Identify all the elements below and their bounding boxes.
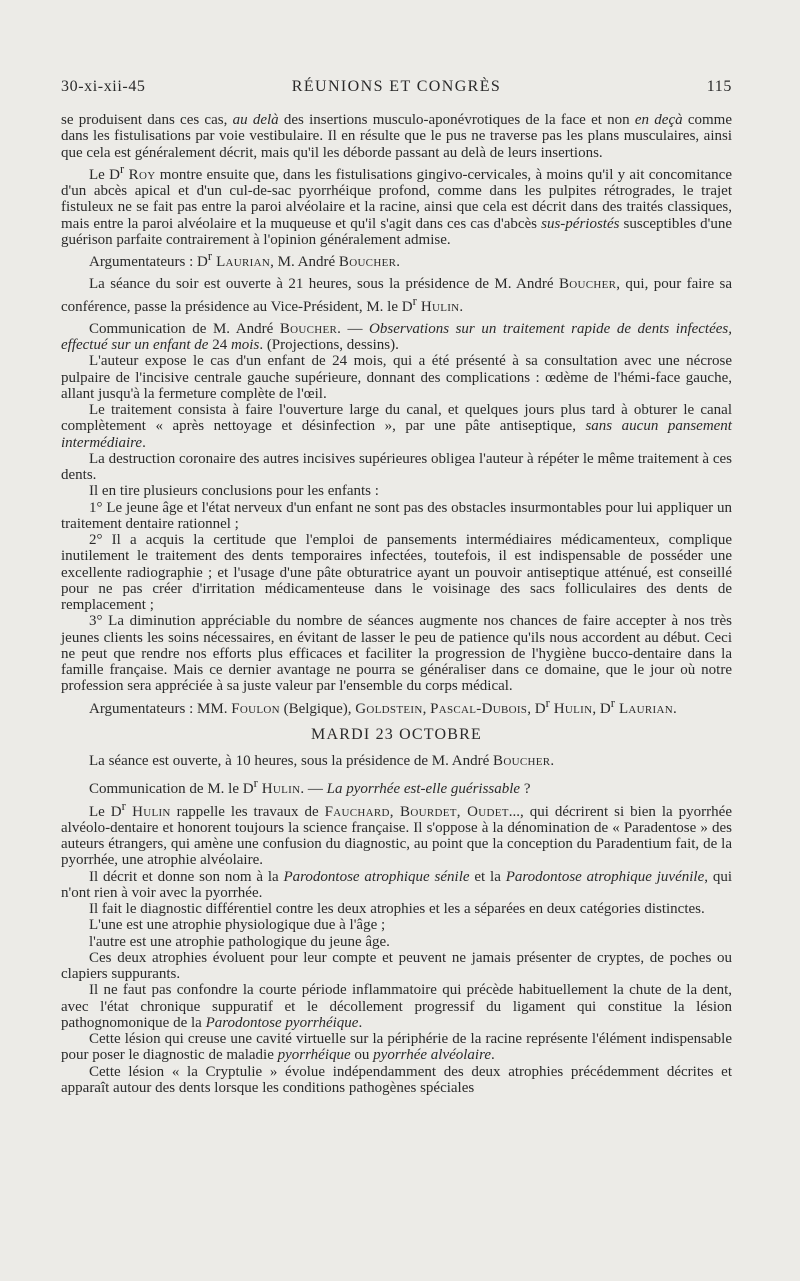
header-section-title: RÉUNIONS ET CONGRÈS <box>291 78 502 95</box>
paragraph: Communication de M. André Boucher. — Observations sur un traitement rapide de dents infectées, effectué sur un enfant de 24 mois. (Projections, dessins). <box>61 320 732 353</box>
paragraph: Cette lésion « la Cryptulie » évolue indépendamment des deux atrophies précédemment décrites et apparaît autour des dents lorsque les conditions pathogènes spéciales <box>61 1063 732 1096</box>
paragraph: Il fait le diagnostic différentiel contre les deux atrophies et les a séparées en deux catégories distinctes. <box>89 901 705 917</box>
paragraph: Argumentateurs : $D^r$ Laurian, M. André Boucher. <box>89 249 400 270</box>
paragraph: L'une est une atrophie physiologique due à l'âge ; <box>89 917 386 934</box>
running-head <box>61 78 732 100</box>
paragraph: 2° Il a acquis la certitude que l'emploi de pansements intermédiaires médicamenteux, complique inutilement le traitement des dents temporaires infectées, toutefois, il est indispensable de posséder une excellente radiographie ; et l'usage d'une pâte obturatrice ayant un pouvoir antiseptique atténué, est conseillé pour ne pas créer d'irritation médicamenteuse dans le voisinage des sacs folliculaires des dents de remplacement ; <box>61 532 732 613</box>
paragraph: Le traitement consista à faire l'ouverture large du canal, et quelques jours plus tard à obturer le canal complètement « après nettoyage et désinfection », par une pâte antiseptique, sans aucun pansement intermédiaire. <box>61 402 732 451</box>
paragraph: Argumentateurs : MM. Foulon (Belgique), Goldstein, Pascal-Dubois, $D^r$ Hulin, $D^r$ Laurian. <box>89 695 677 717</box>
paragraph: l'autre est une atrophie pathologique du jeune âge. <box>89 933 390 950</box>
section-heading: MARDI 23 OCTOBRE <box>311 725 482 743</box>
page-number: 115 <box>706 78 732 95</box>
paragraph: Ces deux atrophies évoluent pour leur compte et peuvent ne jamais présenter de cryptes, de poches ou clapiers suppurants. <box>61 949 732 982</box>
paragraph: Il en tire plusieurs conclusions pour les enfants : <box>89 483 379 500</box>
paragraph: La destruction coronaire des autres incisives supérieures obligea l'auteur à répéter le même traitement à ces dents. <box>61 450 732 483</box>
paragraph: Cette lésion qui creuse une cavité virtuelle sur la périphérie de la racine représente l'élément indispensable pour poser le diagnostic de maladie pyorrhéique ou pyorrhée alvéolaire. <box>61 1031 732 1064</box>
paragraph: se produisent dans ces cas, au delà des insertions musculo-aponévrotiques de la face et non en deçà comme dans les fistulisations par voie vestibulaire. Il en résulte que le pus ne traverse pas les plans musculaires, ainsi que cela est généralement décrit, mais qu'il les déborde passant au delà de leurs insertions. <box>61 112 732 161</box>
paragraph: Communication de M. le $D^r$ Hulin. — La pyorrhée est-elle guérissable ? <box>89 776 531 798</box>
paragraph: L'auteur expose le cas d'un enfant de 24 mois, qui a été présenté à sa consultation avec une nécrose pulpaire de l'incisive centrale gauche supérieure, donnant des complications : œdème de l'hémi-face gauche, allant jusqu'à la fermeture complète de l'œil. <box>61 353 732 402</box>
paragraph: Il ne faut pas confondre la courte période inflammatoire qui précède habituellement la chute de la dent, avec l'état chronique suppuratif et le décollement progressif du ligament qui constitue la lésion pathognomonique de la Parodontose pyorrhéique. <box>61 982 732 1031</box>
paragraph: La séance est ouverte, à 10 heures, sous la présidence de M. André Boucher. <box>89 753 555 769</box>
article-body <box>61 112 732 1096</box>
paragraph: Le $D^r$ Hulin rappelle les travaux de Fauchard, Bourdet, Oudet..., qui décrirent si bien la pyorrhée alvéolo-dentaire et honorent toujours la science française. Il s'oppose à la dénomination de « Paradentose » des auteurs étrangers, qui amène une confusion du diagnostic, au point que la conception du Paradentium fait, de la pyorrhée, une atrophie alvéolaire. <box>61 798 732 869</box>
paragraph: Il décrit et donne son nom à la Parodontose atrophique sénile et la Parodontose atrophique juvénile, qui n'ont rien à voir avec la pyorrhée. <box>61 868 732 901</box>
paragraph: 1° Le jeune âge et l'état nerveux d'un enfant ne sont pas des obstacles insurmontables pour lui appliquer un traitement dentaire rationnel ; <box>61 499 732 532</box>
header-issue: 30-xi-xii-45 <box>61 78 146 95</box>
paragraph: Le $D^r$ Roy montre ensuite que, dans les fistulisations gingivo-cervicales, à moins qu'il y ait concomitance d'un abcès apical et d'un cul-de-sac pyorrhéique profond, comme dans les pulpites rétrogrades, le trajet fistuleux ne se fait pas entre la paroi alvéolaire et la racine, ainsi que cela est décrit dans des traités classiques, mais entre la paroi alvéolaire et la muqueuse et qu'il s'agit dans ces cas d'abcès sus-périostés susceptibles d'une guérison parfaite contrairement à l'opinion généralement admise. <box>61 161 732 248</box>
paragraph: La séance du soir est ouverte à 21 heures, sous la présidence de M. André Boucher, qui, pour faire sa conférence, passe la présidence au Vice-Président, M. le $D^r$ Hulin. <box>61 276 732 315</box>
paragraph: 3° La diminution appréciable du nombre de séances augmente nos chances de faire accepter à nos très jeunes clients les soins nécessaires, en évitant de lasser le peu de patience qu'ils nous accordent au début. Ceci ne peut que rendre nos efforts plus efficaces et faciliter la progression de l'hygiène bucco-dentaire dans la famille française. Mais ce dernier avantage ne pourra se généraliser dans ce domaine, que le jour où notre profession sera appréciée à sa juste valeur par l'ensemble du corps médical. <box>61 613 732 695</box>
